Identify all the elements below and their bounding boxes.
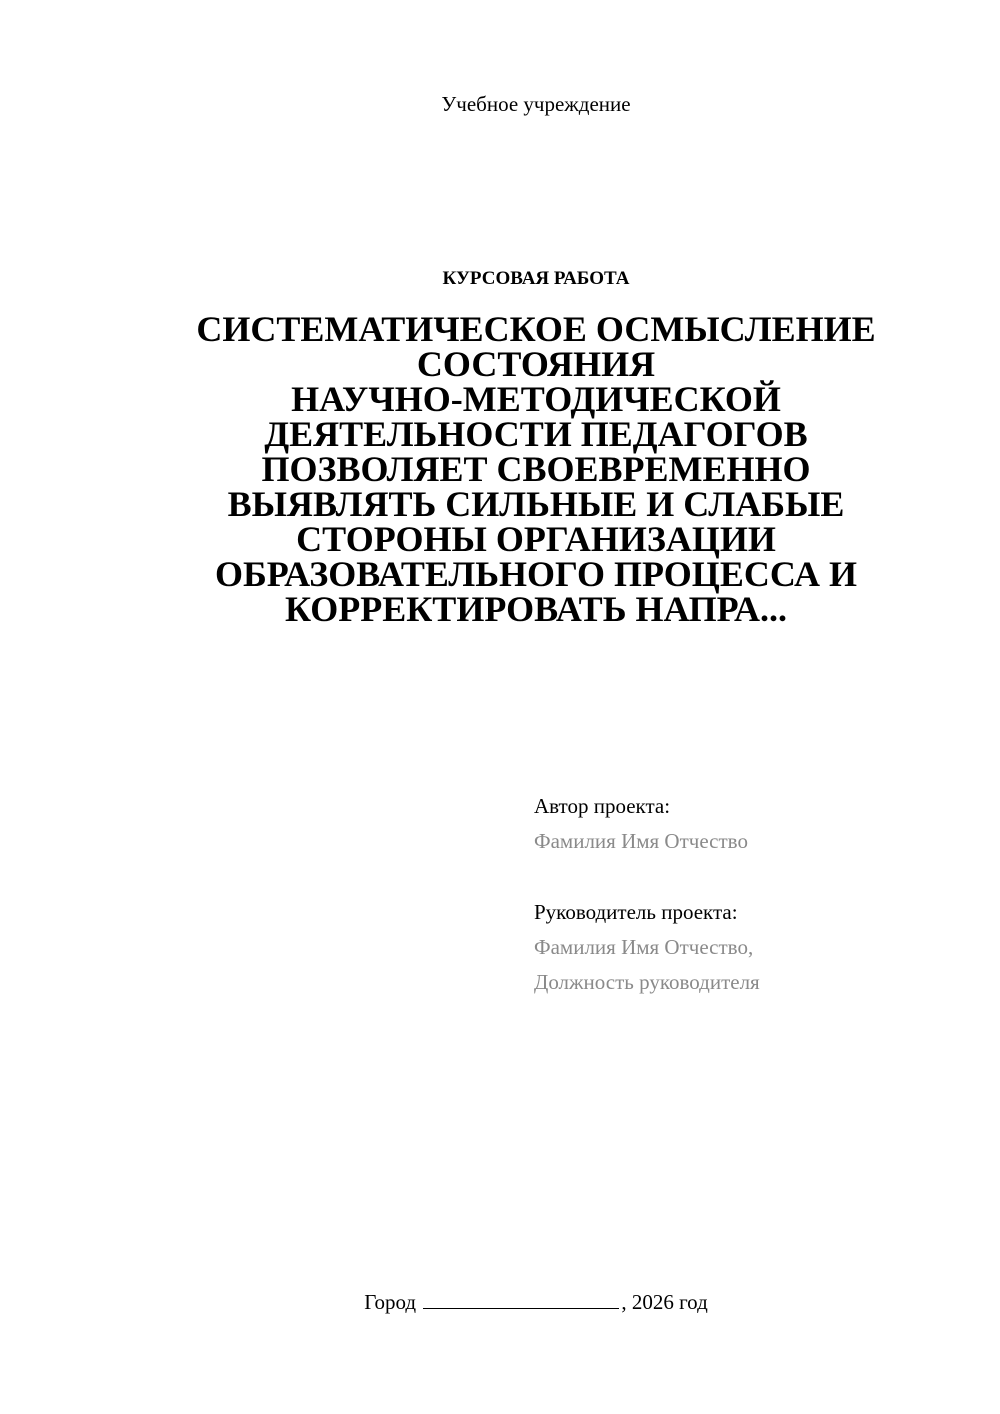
work-title-line: СОСТОЯНИЯ <box>416 344 656 384</box>
work-title-line: ВЫЯВЛЯТЬ СИЛЬНЫЕ И СЛАБЫЕ <box>227 484 845 524</box>
supervisor-label: Руководитель проекта: <box>534 900 738 924</box>
year-text: , 2026 год <box>621 1290 708 1314</box>
work-title <box>150 309 922 629</box>
author-label: Автор проекта: <box>534 794 671 818</box>
work-title-line: ОБРАЗОВАТЕЛЬНОГО ПРОЦЕССА И <box>214 554 858 594</box>
credits-block <box>534 789 974 1000</box>
credits-spacer <box>534 859 974 895</box>
work-title-line: КОРРЕКТИРОВАТЬ НАПРА... <box>285 589 787 629</box>
supervisor-position: Должность руководителя <box>534 970 760 994</box>
supervisor-name: Фамилия Имя Отчество, <box>534 935 754 959</box>
city-label: Город <box>364 1290 417 1314</box>
work-title-line: СТОРОНЫ ОРГАНИЗАЦИИ <box>296 519 776 559</box>
city-year-line <box>0 1290 1000 1315</box>
author-name: Фамилия Имя Отчество <box>534 829 748 853</box>
work-title-line: НАУЧНО-МЕТОДИЧЕСКОЙ <box>291 379 781 419</box>
work-title-line: СИСТЕМАТИЧЕСКОЕ ОСМЫСЛЕНИЕ <box>196 309 876 349</box>
work-title-line: ДЕЯТЕЛЬНОСТИ ПЕДАГОГОВ <box>264 414 808 454</box>
city-blank-line <box>423 1290 619 1309</box>
work-type-heading: КУРСОВАЯ РАБОТА <box>442 268 630 289</box>
work-title-line: ПОЗВОЛЯЕТ СВОЕВРЕМЕННО <box>261 449 811 489</box>
institution-name: Учебное учреждение <box>441 92 631 116</box>
